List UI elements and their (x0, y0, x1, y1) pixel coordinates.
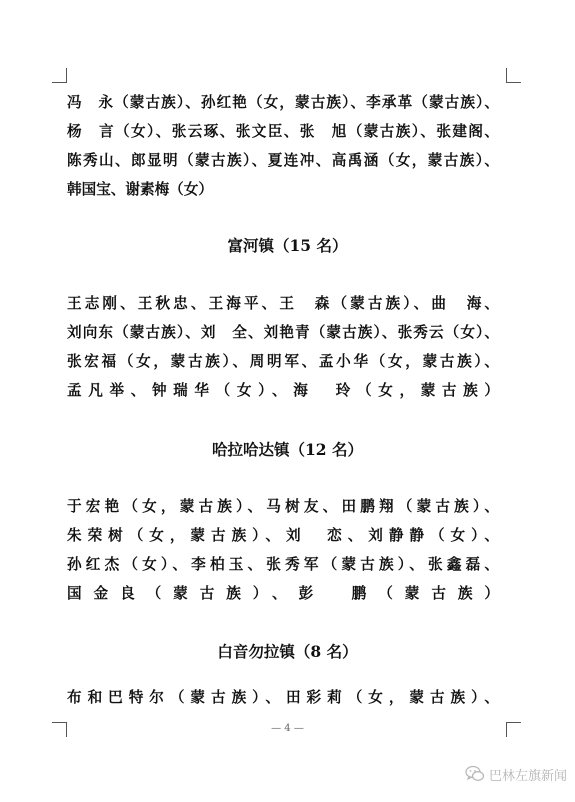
name-list-line: 冯 永（蒙古族）、孙红艳（女，蒙古族）、李承革（蒙古族）、 (67, 94, 499, 111)
crop-mark-top-left (52, 68, 67, 83)
name-list-line: 朱荣树（女，蒙古族）、刘 恋、刘静静（女）、 (67, 527, 499, 544)
watermark (465, 763, 567, 785)
section-heading-baiyin: 白音勿拉镇（8 名） (217, 642, 358, 661)
page-number: — 4 — (271, 723, 304, 734)
wechat-icon (465, 765, 485, 783)
crop-mark-top-right (506, 68, 521, 83)
section-heading-halahada: 哈拉哈达镇（12 名） (212, 440, 363, 459)
name-list-line: 韩国宝、谢素梅（女） (67, 181, 213, 198)
name-list-line: 于宏艳（女，蒙古族）、马树友、田鹏翔（蒙古族）、 (67, 498, 499, 515)
name-list-line: 国金良（蒙古族）、彭 鹏（蒙古族） (67, 585, 499, 602)
name-list-line: 陈秀山、郎显明（蒙古族）、夏连冲、高禹涵（女，蒙古族）、 (67, 152, 499, 169)
section-heading-fuhe: 富河镇（15 名） (227, 236, 348, 255)
name-list-line: 孟凡举、钟瑞华（女）、海 玲（女，蒙古族） (67, 382, 499, 399)
name-list-line: 刘向东（蒙古族）、刘 全、刘艳青（蒙古族）、张秀云（女）、 (67, 324, 499, 341)
name-list-line: 布和巴特尔（蒙古族）、田彩莉（女，蒙古族）、 (67, 689, 499, 706)
name-list-line: 孙红杰（女）、李柏玉、张秀军（蒙古族）、张鑫磊、 (67, 556, 499, 573)
watermark-text: 巴林左旗新闻 (488, 768, 567, 784)
name-list-line: 王志刚、王秋忠、王海平、王 森（蒙古族）、曲 海、 (67, 295, 499, 312)
name-list-line: 杨 言（女）、张云琢、张文臣、张 旭（蒙古族）、张建阁、 (67, 123, 499, 140)
name-list-line: 张宏福（女，蒙古族）、周明军、孟小华（女，蒙古族）、 (67, 353, 499, 370)
